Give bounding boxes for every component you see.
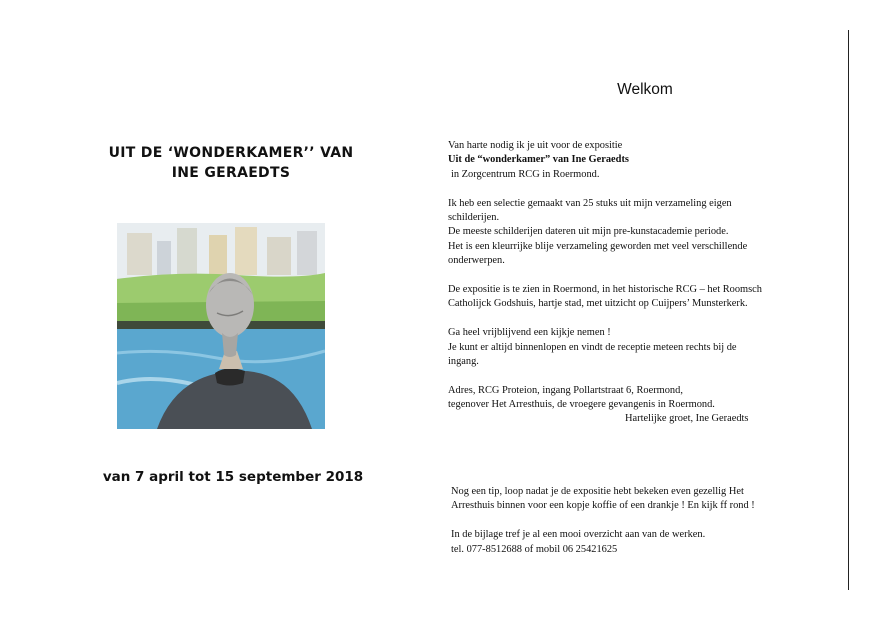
painting-image bbox=[117, 223, 325, 429]
text-line: ingang. bbox=[448, 356, 479, 368]
exhibition-dates: van 7 april tot 15 september 2018 bbox=[102, 469, 364, 485]
phone-line: tel. 077-8512688 of mobil 06 25421625 bbox=[451, 543, 618, 555]
greeting-signature: Hartelijke groet, Ine Geraedts bbox=[625, 412, 749, 424]
contact-paragraph bbox=[451, 528, 843, 557]
title-line-2: INE GERAEDTS bbox=[171, 165, 291, 181]
tip-section bbox=[451, 485, 843, 571]
intro-paragraph bbox=[448, 139, 840, 182]
text-line: tegenover Het Arresthuis, de vroegere gevangenis in Roermond. bbox=[448, 399, 715, 411]
text-line: Het is een kleurrijke blije verzameling geworden met veel verschillende bbox=[448, 240, 748, 252]
text-line: Nog een tip, loop nadat je de expositie hebt bekeken even gezellig Het bbox=[451, 486, 744, 497]
tip-paragraph bbox=[451, 485, 843, 514]
text-line: Catholijck Godshuis, hartje stad, met uitzicht op Cuijpers’ Munsterkerk. bbox=[448, 298, 748, 310]
text-line: Van harte nodig ik je uit voor de expositie bbox=[448, 140, 623, 151]
text-line: Arresthuis binnen voor een kopje koffie of een drankje ! En kijk ff rond ! bbox=[451, 500, 755, 512]
text-line: Ga heel vrijblijvend een kijkje nemen ! bbox=[448, 327, 611, 339]
welcome-heading: Welkom bbox=[617, 81, 673, 98]
text-line: Ik heb een selectie gemaakt van 25 stuks uit mijn verzameling eigen bbox=[448, 197, 732, 209]
invitation-letter bbox=[448, 139, 840, 440]
visit-paragraph bbox=[448, 326, 840, 369]
text-line: De meeste schilderijen dateren uit mijn pre-kunstacademie periode. bbox=[448, 226, 729, 238]
text-line: onderwerpen. bbox=[448, 255, 505, 267]
text-line: De expositie is te zien in Roermond, in het historische RCG – het Roomsch bbox=[448, 284, 762, 296]
text-line: in Zorgcentrum RCG in Roermond. bbox=[451, 168, 600, 180]
text-line: schilderijen. bbox=[448, 212, 500, 224]
text-line: Je kunt er altijd binnenlopen en vindt de receptie meteen rechts bij de bbox=[448, 341, 737, 353]
location-paragraph bbox=[448, 283, 840, 312]
address-paragraph bbox=[448, 384, 840, 426]
exhibition-title bbox=[95, 143, 367, 183]
page-edge-divider bbox=[848, 30, 849, 590]
selection-paragraph bbox=[448, 197, 840, 269]
exhibition-name-line: Uit de “wonderkamer” van Ine Geraedts bbox=[448, 154, 629, 166]
text-line: In de bijlage tref je al een mooi overzicht aan van de werken. bbox=[451, 529, 706, 541]
text-line: Adres, RCG Proteion, ingang Pollartstraat 6, Roermond, bbox=[448, 384, 683, 396]
title-line-1: UIT DE ‘WONDERKAMER’’ VAN bbox=[108, 145, 354, 161]
